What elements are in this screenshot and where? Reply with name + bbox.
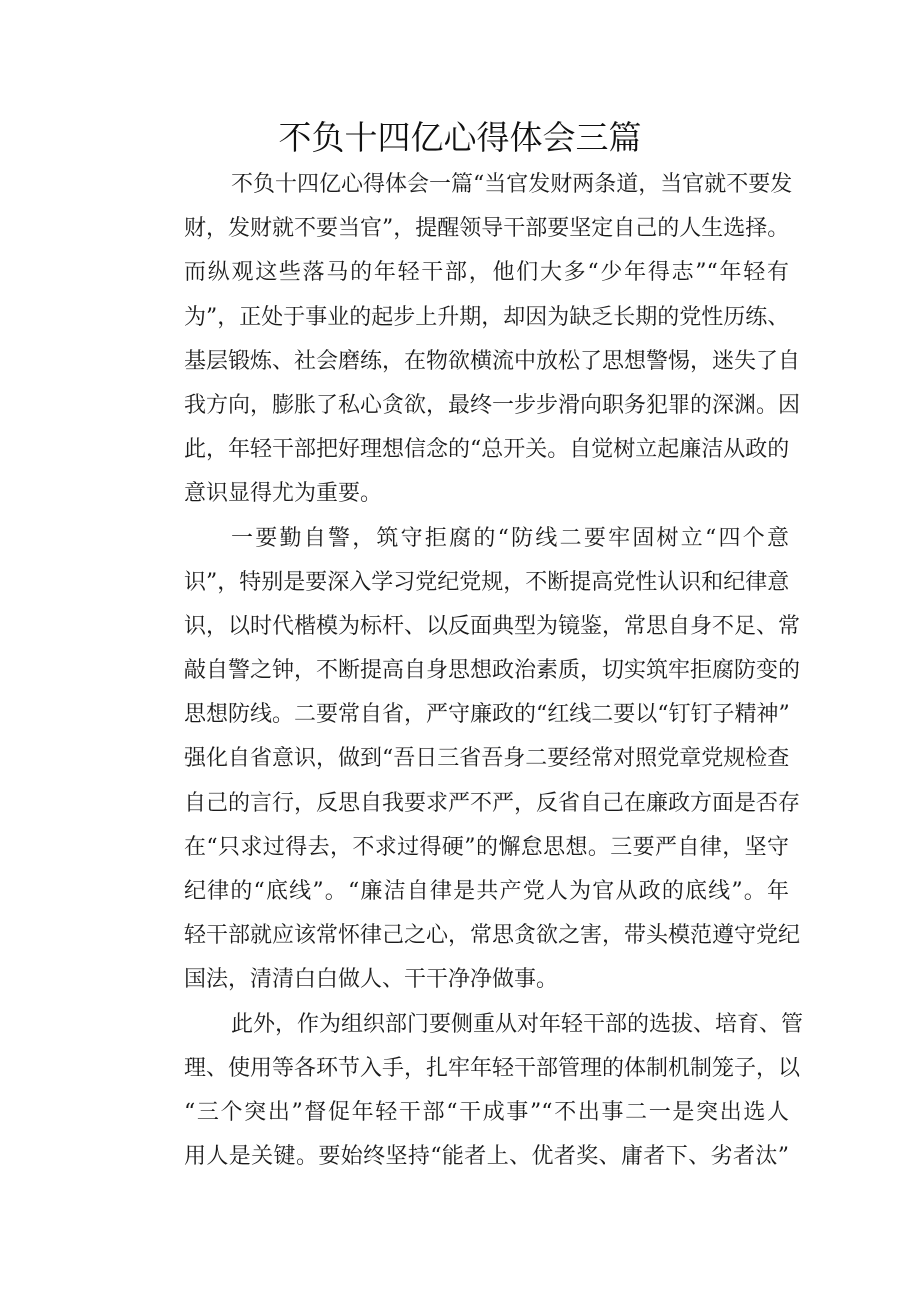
- text-line: 意识显得尤为重要。: [184, 481, 383, 507]
- text-line: 基层锻炼、社会磨练，在物欲横流中放松了思想警惕，迷失了自: [184, 348, 801, 374]
- text-line: 自己的言行，反思自我要求严不严，反省自己在廉政方面是否存: [184, 790, 801, 816]
- text-line: 此外，作为组织部门要侧重从对年轻干部的选拔、培育、管: [231, 1011, 804, 1037]
- text-line: 财，发财就不要当官”，提醒领导干部要坚定自己的人生选择。: [184, 216, 790, 242]
- text-line: 在“只求过得去，不求过得硬”的懈怠思想。三要严自律，坚守: [184, 834, 789, 860]
- document-title: 不负十四亿心得体会三篇: [278, 118, 642, 157]
- document-body: [137, 163, 804, 1179]
- text-line: “三个突出”督促年轻干部“干成事”“不出事二一是突出选人: [184, 1099, 789, 1125]
- text-line: 我方向，膨胀了私心贪欲，最终一步步滑向职务犯罪的深渊。因: [184, 392, 801, 418]
- text-line: 国法，清清白白做人、干干净净做事。: [184, 967, 559, 993]
- text-line: 轻干部就应该常怀律己之心，常思贪欲之害，带头模范遵守党纪: [184, 923, 801, 949]
- text-line: 强化自省意识，做到“吾日三省吾身二要经常对照党章党规检查: [184, 746, 790, 772]
- paragraph-1: [137, 163, 801, 517]
- text-line: 用人是关键。要始终坚持“能者上、优者奖、庸者下、劣者汰”: [184, 1144, 789, 1170]
- paragraph-2: [137, 517, 801, 1003]
- text-line: 理、使用等各环节入手，扎牢年轻干部管理的体制机制笼子，以: [184, 1055, 801, 1081]
- text-line: 而纵观这些落马的年轻干部，他们大多“少年得志”“年轻有: [184, 260, 789, 286]
- text-line: 识”，特别是要深入学习党纪党规，不断提高党性认识和纪律意: [184, 569, 790, 595]
- text-line: 为”，正处于事业的起步上升期，却因为缺乏长期的党性历练、: [184, 304, 790, 330]
- text-line: 不负十四亿心得体会一篇“当官发财两条道，当官就不要发: [231, 172, 793, 197]
- text-line: 此，年轻干部把好理想信念的“总开关。自觉树立起廉洁从政的: [184, 437, 790, 463]
- text-line: 思想防线。二要常自省，严守廉政的“红线二要以“钉钉子精神”: [184, 702, 790, 728]
- text-line: 一要勤自警，筑守拒腐的“防线二要牢固树立“四个意: [231, 525, 789, 551]
- text-line: 纪律的“底线”。“廉洁自律是共产党人为官从政的底线”。年: [184, 879, 789, 904]
- text-line: 敲自警之钟，不断提高自身思想政治素质，切实筑牢拒腐防变的: [184, 658, 801, 684]
- text-line: 识，以时代楷模为标杆、以反面典型为镜鉴，常思自身不足、常: [184, 613, 801, 639]
- paragraph-3: [137, 1003, 804, 1180]
